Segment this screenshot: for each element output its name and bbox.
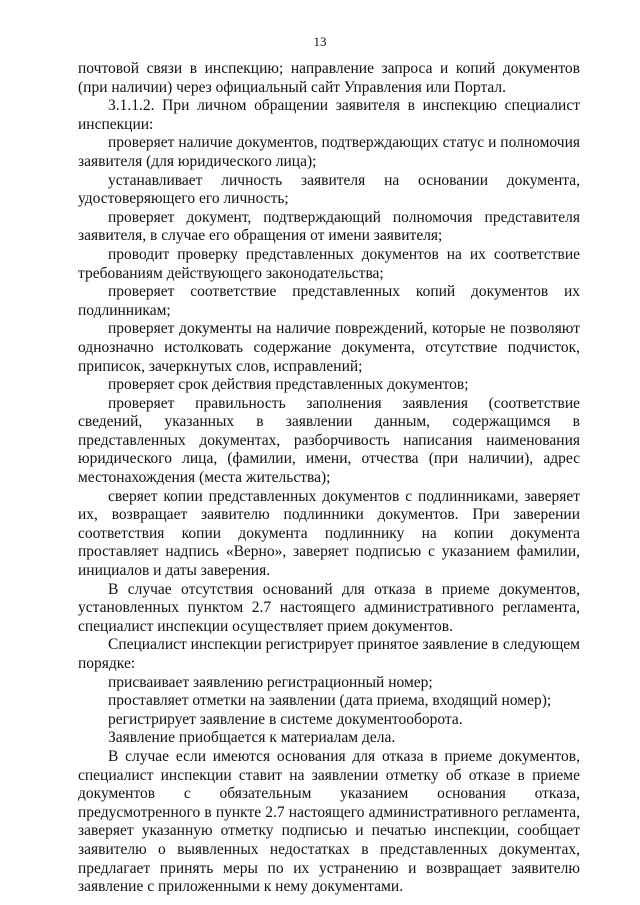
paragraph: проверяет правильность заполнения заявления (соответствие сведений, указанных в заявлении данным, содержащимся в представленных документах, разборчивость написания наименования юридического лица, (фамилии, имени, отчества (при наличии), адрес местонахождения (места жительства); — [78, 394, 580, 487]
paragraph: проставляет отметки на заявлении (дата приема, входящий номер); — [108, 692, 552, 710]
paragraph: В случае если имеются основания для отказа в приеме документов, специалист инспекции ставит на заявлении отметку об отказе в приеме документов с обязательным указанием основания отказа, предусмотренного в пункте 2.7 настоящего административного регламента, заверяет указанную отметку подписью и печатью инспекции, сообщает заявителю о выявленных недостатках в представленных документах, предлагает принять меры по их устранению и возвращает заявителю заявление с приложенными к нему документами. — [78, 747, 580, 896]
paragraph: проверяет соответствие представленных копий документов их подлинникам; — [78, 283, 580, 319]
paragraph: проверяет срок действия представленных документов; — [108, 376, 469, 394]
paragraph: устанавливает личность заявителя на основании документа, удостоверяющего его личность; — [78, 171, 580, 208]
document-body — [78, 60, 580, 897]
paragraph: сверяет копии представленных документов с подлинниками, заверяет их, возвращает заявителю подлинники документов. При заверении соответствия копии документа подлиннику на копии документа проставляет надпись «Верно», заверяет подписью с указанием фамилии, инициалов и даты заверения. — [78, 487, 580, 580]
paragraph: регистрирует заявление в системе документооборота. — [108, 710, 463, 728]
paragraph: Специалист инспекции регистрирует принятое заявление в следующем порядке: — [78, 636, 580, 672]
paragraph: присваивает заявлению регистрационный номер; — [108, 673, 433, 691]
paragraph: В случае отсутствия оснований для отказа в приеме документов, установленных пунктом 2.7 настоящего административного регламента, специалист инспекции осуществляет прием документов. — [78, 580, 580, 635]
paragraph: проводит проверку представленных документов на их соответствие требованиям действующего законодательства; — [78, 245, 580, 282]
paragraph: проверяет документ, подтверждающий полномочия представителя заявителя, в случае его обращения от имени заявителя; — [78, 208, 580, 245]
paragraph: почтовой связи в инспекцию; направление запроса и копий документов (при наличии) через официальный сайт Управления или Портал. — [78, 60, 580, 96]
paragraph: проверяет документы на наличие повреждений, которые не позволяют однозначно истолковать содержание документа, отсутствие подчисток, приписок, зачеркнутых слов, исправлений; — [78, 320, 580, 375]
paragraph: проверяет наличие документов, подтверждающих статус и полномочия заявителя (для юридического лица); — [78, 134, 580, 170]
paragraph: 3.1.1.2. При личном обращении заявителя в инспекцию специалист инспекции: — [78, 97, 580, 133]
page-number: 13 — [313, 34, 327, 49]
paragraph: Заявление приобщается к материалам дела. — [108, 729, 396, 747]
